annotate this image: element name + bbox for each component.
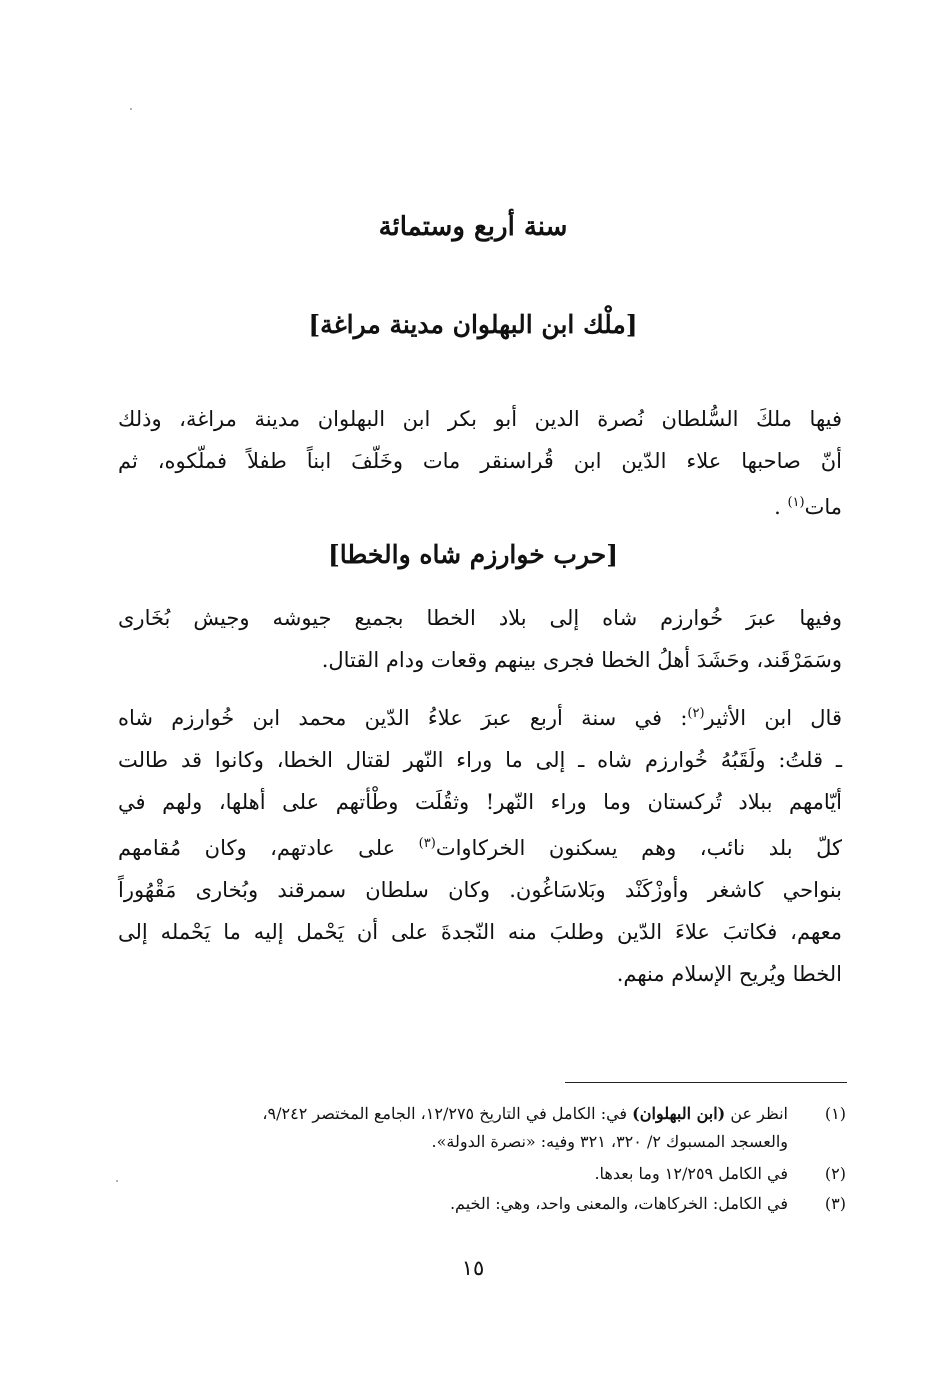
- page-number: ١٥: [461, 1256, 485, 1280]
- footnote-number: (٢): [824, 1164, 846, 1183]
- footnote-text: [118, 1100, 788, 1156]
- footnote-2: [118, 1160, 846, 1188]
- text-line: [118, 823, 842, 869]
- footnote-3: [118, 1190, 846, 1218]
- text-line: فيها ملكَ السُّلطان نُصرة الدين أبو بكر ابن البهلوان مدينة مراغة، وذلك: [118, 407, 842, 431]
- text-fragment: قال ابن الأثير: [704, 706, 842, 730]
- footnote-number: (٣): [824, 1194, 846, 1213]
- text-fragment: في: الكامل في التاريخ ١٢/٢٧٥، الجامع المختصر ٩/٢٤٢،: [262, 1104, 633, 1123]
- text-fragment: : في سنة أربع عبرَ علاءُ الدّين محمد ابن خُوارزم شاه: [118, 706, 688, 730]
- footnote-number: (١): [824, 1104, 846, 1123]
- paragraph-khwarazm: [118, 597, 842, 681]
- paragraph-maragha: [118, 398, 842, 528]
- section-heading-maragha: [ملْك ابن البهلوان مدينة مراغة]: [308, 310, 638, 339]
- text-fragment: على عادتهم، وكان مُقامهم: [118, 836, 419, 860]
- footnotes: [118, 1100, 846, 1218]
- footnote-1: [118, 1100, 846, 1156]
- paragraph-ibn-athir-quote: [118, 693, 842, 995]
- text-line: أيّامهم ببلاد تُركستان وما وراء النّهر! وثقُلَت وطْأتهم على أهلها، ولهم في: [118, 790, 842, 814]
- footnote-ref-2: (٢): [687, 706, 705, 721]
- bold-term: (ابن البهلوان): [632, 1104, 726, 1123]
- text-line: [118, 482, 842, 528]
- text-line: ـ قلتُ: ولَقَبُهُ خُوارزم شاه ـ إلى ما وراء النّهر لقتال الخطا، وكانوا قد طالت: [118, 748, 842, 772]
- text-line: وفيها عبرَ خُوارزم شاه إلى بلاد الخطا بجميع جيوشه وجيش بُخَارى: [118, 606, 842, 630]
- footnote-ref-1: (١): [787, 495, 805, 510]
- text-fragment: .: [774, 495, 781, 519]
- text-line: الخطا ويُريح الإسلام منهم.: [616, 962, 842, 986]
- footnote-text: في الكامل: الخركاهات، والمعنى واحد، وهي: الخيم.: [449, 1194, 788, 1213]
- footnote-text: في الكامل ١٢/٢٥٩ وما بعدها.: [594, 1164, 788, 1183]
- text-line: [118, 693, 842, 739]
- text-fragment: كلّ بلد نائب، وهم يسكنون الخركاوات: [435, 836, 842, 860]
- scan-speck: [130, 108, 132, 110]
- chapter-title: سنة أربع وستمائة: [378, 212, 568, 242]
- text-line: أنّ صاحبها علاء الدّين ابن قُراسنقر مات وخَلّفَ ابناً طفلاً فملّكوه، ثم: [118, 449, 842, 473]
- text-fragment: مات: [804, 495, 842, 519]
- footnote-separator: [565, 1082, 847, 1083]
- text-line: وسَمَرْقَند، وحَشَدَ أهلُ الخطا فجرى بينهم وقعات ودام القتال.: [321, 648, 842, 672]
- text-fragment: انظر عن: [725, 1104, 788, 1123]
- text-line: بنواحي كاشغر وأوزْكَنْد وبَلاسَاغُون. وكان سلطان سمرقند وبُخارى مَقْهُوراً: [118, 878, 842, 902]
- footnote-ref-3: (٣): [418, 836, 436, 851]
- text-fragment: والعسجد المسبوك ٢/ ٣٢٠، ٣٢١ وفيه: «نصرة الدولة».: [431, 1132, 788, 1151]
- section-heading-khwarazm: [حرب خوارزم شاه والخطا]: [327, 540, 619, 569]
- text-line: معهم، فكاتبَ علاءَ الدّين وطلبَ منه النّجدةَ على أن يَحْمل إليه ما يَحْمله إلى: [118, 920, 842, 944]
